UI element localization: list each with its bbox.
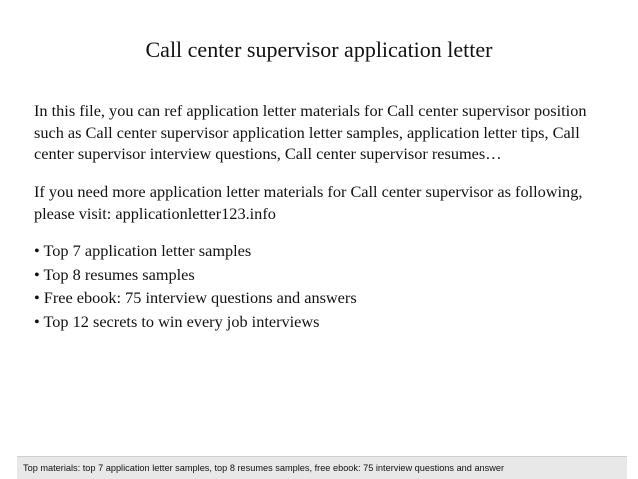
more-materials-line: please visit: applicationletter123.info xyxy=(34,203,276,223)
intro-line: such as Call center supervisor application letter samples, application letter tips, Call xyxy=(34,122,580,142)
more-materials-line: If you need more application letter materials for Call center supervisor as following, xyxy=(34,182,583,201)
intro-line: center supervisor interview questions, Call center supervisor resumes… xyxy=(34,144,502,163)
list-item: • Top 7 application letter samples xyxy=(34,241,252,260)
footer-bar: Top materials: top 7 application letter samples, top 8 resumes samples, free ebook: 75 interview questions and answer xyxy=(17,456,627,479)
intro-paragraph xyxy=(34,100,634,165)
list-item: • Top 12 secrets to win every job interviews xyxy=(34,311,320,331)
materials-list xyxy=(34,239,357,333)
list-item: • Top 8 resumes samples xyxy=(34,264,195,284)
list-item: • Free ebook: 75 interview questions and answers xyxy=(34,288,357,307)
page-title: Call center supervisor application letter xyxy=(145,37,493,62)
more-materials-paragraph xyxy=(34,181,634,224)
intro-line: In this file, you can ref application letter materials for Call center supervisor position xyxy=(34,101,587,120)
